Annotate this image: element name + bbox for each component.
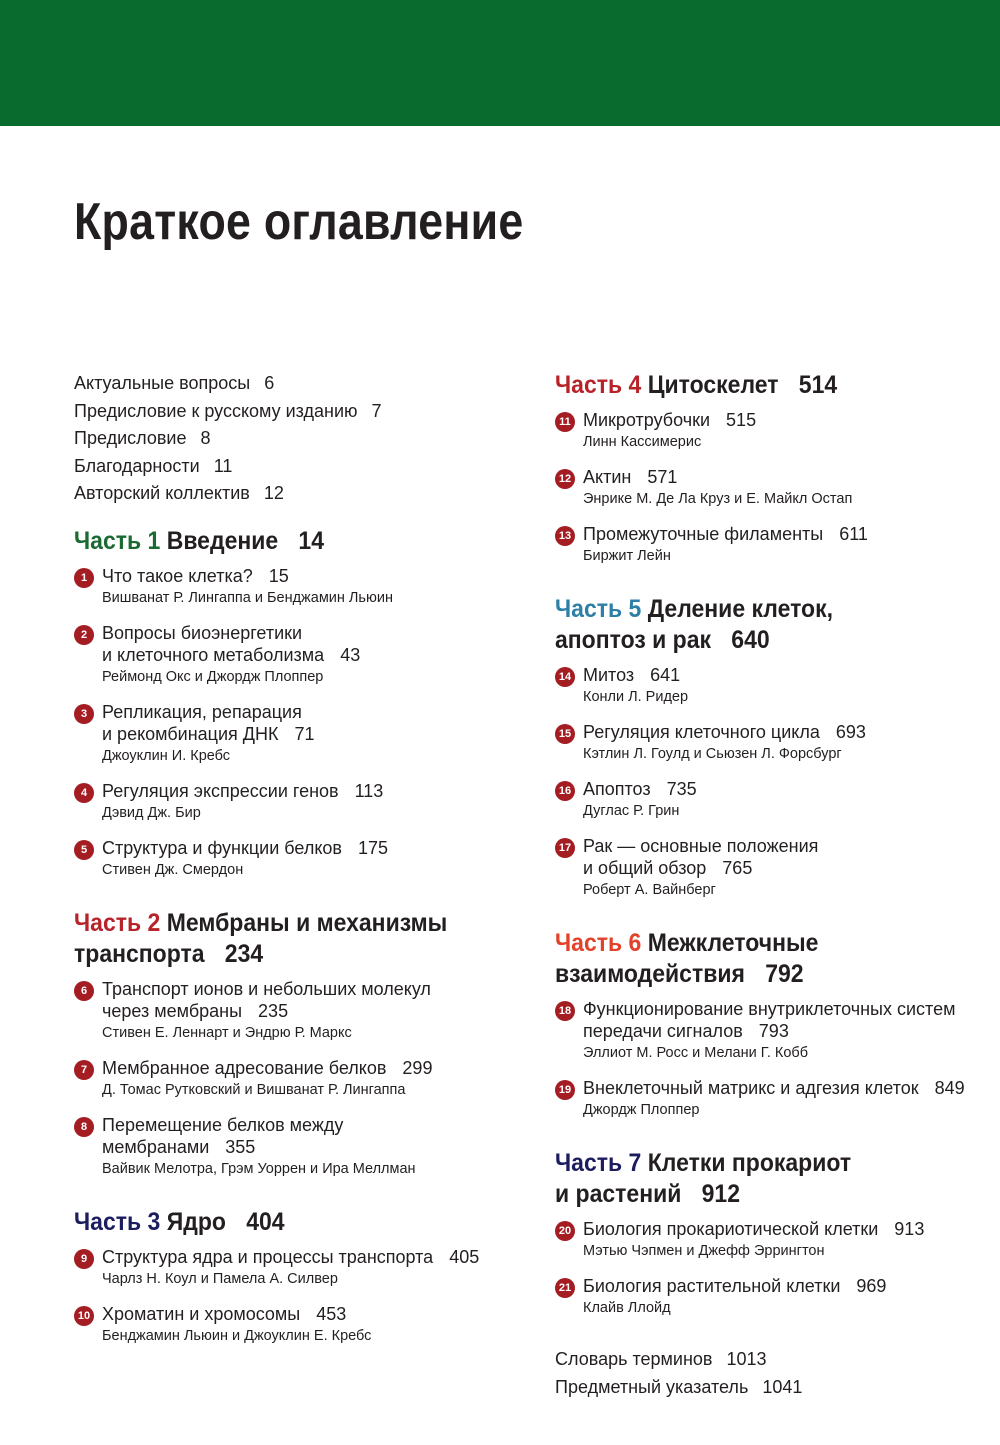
chapter-title [583, 1275, 995, 1297]
chapter-authors: Дуглас Р. Грин [583, 803, 680, 819]
chapter-page: 235 [258, 1000, 289, 1021]
front-matter-page: 11 [213, 455, 233, 476]
chapter-title [583, 998, 995, 1042]
front-matter-page: 12 [263, 483, 284, 503]
part-page: 792 [765, 960, 804, 988]
chapter-page: 969 [856, 1276, 887, 1296]
chapter-title-line: через мембраны [102, 1000, 243, 1021]
part-section [555, 370, 995, 566]
chapter-title [102, 978, 494, 1022]
chapter-authors: Кэтлин Л. Гоулд и Сьюзен Л. Форсбург [583, 746, 842, 762]
front-matter-page: 7 [371, 400, 382, 421]
chapter-title-line: Репликация, репарация [102, 701, 302, 722]
chapter-number-badge: 3 [74, 704, 94, 724]
chapter-page: 299 [402, 1057, 433, 1078]
chapter-title-line: Внеклеточный матрикс и адгезия клеток [583, 1078, 919, 1098]
part-section [555, 1148, 995, 1318]
chapter-title [102, 565, 494, 587]
chapter-authors: Линн Кассимерис [583, 434, 702, 450]
chapter-authors: Джордж Плоппер [583, 1102, 700, 1118]
back-matter-page: 1041 [762, 1376, 803, 1397]
part-title-text: Цитоскелет [647, 371, 779, 399]
chapter-entry[interactable] [74, 1114, 494, 1179]
chapter-page: 611 [839, 524, 868, 544]
part-label: Часть 2 [74, 908, 161, 937]
chapter-entry[interactable] [555, 466, 995, 509]
chapter-authors: Эллиот М. Росс и Мелани Г. Кобб [583, 1045, 809, 1061]
chapter-title [102, 1246, 494, 1268]
back-matter-item[interactable] [555, 1374, 995, 1402]
chapter-title-line: Биология прокариотической клетки [583, 1219, 879, 1239]
chapter-entry[interactable] [74, 1057, 494, 1100]
chapter-entry[interactable] [74, 701, 494, 766]
chapter-number-badge: 6 [74, 981, 94, 1001]
front-matter-label: Предисловие [74, 428, 187, 448]
left-column [74, 370, 494, 1374]
chapter-entry[interactable] [555, 523, 995, 566]
chapter-number-badge: 2 [74, 625, 94, 645]
chapter-title-line: Апоптоз [583, 779, 651, 799]
part-page: 640 [731, 626, 770, 654]
part-section [74, 1207, 494, 1346]
left-parts [74, 526, 494, 1346]
chapter-title [583, 721, 995, 743]
chapter-authors: Стивен Е. Леннарт и Эндрю Р. Маркс [102, 1024, 352, 1041]
page-title: Краткое оглавление [74, 193, 524, 251]
front-matter-label: Предисловие к русскому изданию [74, 400, 358, 421]
chapter-number-badge: 13 [555, 526, 575, 546]
chapter-entry[interactable] [555, 835, 995, 900]
chapter-title [102, 780, 494, 802]
part-title-text: Клетки прокариот [647, 1149, 852, 1177]
chapter-title [583, 835, 995, 879]
chapter-entry[interactable] [555, 721, 995, 764]
part-section [555, 928, 995, 1120]
back-matter-item[interactable] [555, 1346, 995, 1374]
chapter-title [583, 1077, 995, 1099]
front-matter-label: Актуальные вопросы [74, 373, 251, 393]
chapter-authors: Вайвик Мелотра, Грэм Уоррен и Ира Меллман [102, 1160, 416, 1177]
chapter-number-badge: 5 [74, 840, 94, 860]
chapter-title-line: Мембранное адресование белков [102, 1057, 387, 1078]
chapter-number-badge: 19 [555, 1080, 575, 1100]
front-matter-label: Благодарности [74, 455, 200, 476]
front-matter-page: 8 [200, 428, 211, 448]
part-label: Часть 7 [555, 1149, 642, 1177]
right-column [555, 370, 995, 1401]
chapter-page: 405 [449, 1246, 480, 1267]
chapter-entry[interactable] [555, 664, 995, 707]
part-title-text: Межклеточные [647, 929, 819, 957]
chapter-page: 765 [722, 858, 753, 878]
chapter-page: 735 [666, 779, 697, 799]
part-heading[interactable] [74, 908, 460, 970]
chapter-entry[interactable] [555, 1077, 995, 1120]
part-heading[interactable] [555, 594, 960, 656]
chapter-title-line: Структура и функции белков [102, 837, 342, 858]
chapter-page: 453 [316, 1303, 347, 1324]
chapter-title [583, 466, 995, 488]
chapter-entry[interactable] [555, 1218, 995, 1261]
chapter-page: 71 [294, 723, 315, 744]
chapter-entry[interactable] [555, 778, 995, 821]
part-heading[interactable] [555, 928, 960, 990]
chapter-title-line: Актин [583, 467, 632, 487]
chapter-page: 15 [268, 565, 289, 586]
chapter-title-line: Перемещение белков между [102, 1114, 344, 1135]
chapter-authors: Мэтью Чэпмен и Джефф Эррингтон [583, 1243, 825, 1259]
part-title-text: Мембраны и механизмы [166, 908, 448, 937]
chapter-authors: Роберт А. Вайнберг [583, 882, 716, 898]
chapter-entry[interactable] [555, 409, 995, 452]
chapter-title [102, 1057, 494, 1079]
chapter-authors: Энрике М. Де Ла Круз и Е. Майкл Остап [583, 491, 853, 507]
chapter-page: 849 [934, 1078, 965, 1098]
chapter-number-badge: 11 [555, 412, 575, 432]
chapter-title [102, 701, 494, 745]
chapter-page: 515 [726, 410, 757, 430]
front-matter-item[interactable] [74, 480, 494, 508]
part-label: Часть 1 [74, 526, 161, 555]
chapter-title [102, 1303, 494, 1325]
chapter-title-line: Структура ядра и процессы транспорта [102, 1246, 434, 1267]
chapter-title-line: и общий обзор [583, 858, 707, 878]
chapter-page: 693 [835, 722, 866, 742]
chapter-title [102, 622, 494, 666]
chapter-entry[interactable] [74, 837, 494, 880]
chapter-title-line: Транспорт ионов и небольших молекул [102, 978, 431, 999]
chapter-number-badge: 17 [555, 838, 575, 858]
part-label: Часть 3 [74, 1207, 161, 1236]
part-title-text-line2: транспорта [74, 939, 205, 968]
chapter-title-line: Биология растительной клетки [583, 1276, 841, 1296]
chapter-number-badge: 20 [555, 1221, 575, 1241]
top-color-band [0, 0, 1000, 126]
chapter-title [583, 1218, 995, 1240]
chapter-number-badge: 18 [555, 1001, 575, 1021]
chapter-number-badge: 9 [74, 1249, 94, 1269]
chapter-number-badge: 7 [74, 1060, 94, 1080]
front-matter-item[interactable] [74, 370, 494, 398]
back-matter-list [555, 1346, 995, 1401]
chapter-entry[interactable] [74, 1303, 494, 1346]
part-heading[interactable] [74, 1207, 460, 1238]
part-page: 234 [224, 939, 264, 968]
chapter-authors: Реймонд Окс и Джордж Плоппер [102, 668, 324, 685]
front-matter-item[interactable] [74, 425, 494, 453]
back-matter-label: Словарь терминов [555, 1349, 713, 1369]
part-page: 514 [798, 371, 838, 399]
chapter-entry[interactable] [74, 1246, 494, 1289]
chapter-page: 913 [894, 1219, 925, 1239]
chapter-page: 793 [758, 1021, 789, 1041]
chapter-entry[interactable] [74, 780, 494, 823]
chapter-page: 113 [354, 780, 384, 801]
right-parts [555, 370, 995, 1318]
part-heading[interactable] [74, 526, 460, 557]
part-label: Часть 4 [555, 371, 642, 399]
chapter-title-line: Хроматин и хромосомы [102, 1303, 301, 1324]
part-title-text-line2: взаимодействия [555, 960, 745, 988]
chapter-number-badge: 1 [74, 568, 94, 588]
chapter-title [583, 409, 995, 431]
chapter-title [583, 664, 995, 686]
chapter-page: 571 [647, 467, 678, 487]
chapter-title [583, 778, 995, 800]
front-matter-list [74, 370, 494, 508]
part-label: Часть 6 [555, 929, 642, 957]
chapter-number-badge: 10 [74, 1306, 94, 1326]
part-title-text-line2: апоптоз и рак [555, 626, 712, 654]
chapter-page: 641 [650, 665, 681, 685]
chapter-authors: Биржит Лейн [583, 548, 671, 564]
part-page: 912 [701, 1180, 741, 1208]
chapter-number-badge: 12 [555, 469, 575, 489]
chapter-title-line: Рак — основные положения [583, 836, 819, 856]
chapter-title-line: мембранами [102, 1136, 210, 1157]
chapter-page: 355 [225, 1136, 256, 1157]
front-matter-label: Авторский коллектив [74, 483, 250, 503]
part-section [74, 908, 494, 1179]
chapter-title-line: Регуляция экспрессии генов [102, 780, 339, 801]
chapter-authors: Вишванат Р. Лингаппа и Бенджамин Льюин [102, 589, 393, 606]
chapter-title-line: передачи сигналов [583, 1021, 743, 1041]
chapter-authors: Конли Л. Ридер [583, 689, 689, 705]
front-matter-page: 6 [264, 373, 275, 393]
part-label: Часть 5 [555, 595, 642, 623]
part-page: 404 [246, 1207, 285, 1236]
chapter-entry[interactable] [555, 1275, 995, 1318]
part-title-text: Ядро [166, 1207, 226, 1236]
chapter-authors: Бенджамин Льюин и Джоуклин Е. Кребс [102, 1327, 372, 1344]
chapter-title-line: и рекомбинация ДНК [102, 723, 279, 744]
front-matter-item[interactable] [74, 453, 494, 481]
chapter-entry[interactable] [74, 565, 494, 608]
part-section [555, 594, 995, 900]
chapter-number-badge: 21 [555, 1278, 575, 1298]
chapter-number-badge: 4 [74, 783, 94, 803]
chapter-title [102, 837, 494, 859]
chapter-page: 175 [357, 837, 389, 858]
part-heading[interactable] [555, 370, 960, 401]
chapter-title-line: Промежуточные филаменты [583, 524, 824, 544]
chapter-authors: Дэвид Дж. Бир [102, 804, 201, 821]
chapter-authors: Чарлз Н. Коул и Памела А. Силвер [102, 1270, 338, 1287]
chapter-authors: Стивен Дж. Смердон [102, 861, 244, 878]
part-title-text-line2: и растений [555, 1180, 682, 1208]
chapter-title-line: Регуляция клеточного цикла [583, 722, 820, 742]
chapter-title-line: Микротрубочки [583, 410, 711, 430]
chapter-title-line: Что такое клетка? [102, 565, 253, 586]
chapter-title-line: Митоз [583, 665, 635, 685]
chapter-number-badge: 14 [555, 667, 575, 687]
chapter-title-line: Вопросы биоэнергетики [102, 622, 303, 643]
chapter-title-line: и клеточного метаболизма [102, 644, 325, 665]
back-matter-page: 1013 [726, 1349, 767, 1369]
chapter-number-badge: 16 [555, 781, 575, 801]
part-heading[interactable] [555, 1148, 960, 1210]
chapter-number-badge: 8 [74, 1117, 94, 1137]
chapter-title-line: Функционирование внутриклеточных систем [583, 999, 956, 1019]
chapter-page: 43 [340, 644, 361, 665]
chapter-authors: Д. Томас Рутковский и Вишванат Р. Лингаппа [102, 1081, 406, 1098]
chapter-entry[interactable] [555, 998, 995, 1063]
back-matter-label: Предметный указатель [555, 1376, 749, 1397]
chapter-authors: Джоуклин И. Кребс [102, 747, 231, 764]
part-page: 14 [298, 526, 325, 555]
chapter-title [583, 523, 995, 545]
front-matter-item[interactable] [74, 398, 494, 426]
chapter-number-badge: 15 [555, 724, 575, 744]
chapter-entry[interactable] [74, 622, 494, 687]
part-section [74, 526, 494, 880]
part-title-text: Деление клеток, [647, 595, 834, 623]
chapter-entry[interactable] [74, 978, 494, 1043]
part-title-text: Введение [166, 526, 279, 555]
chapter-title [102, 1114, 494, 1158]
chapter-authors: Клайв Ллойд [583, 1300, 671, 1316]
